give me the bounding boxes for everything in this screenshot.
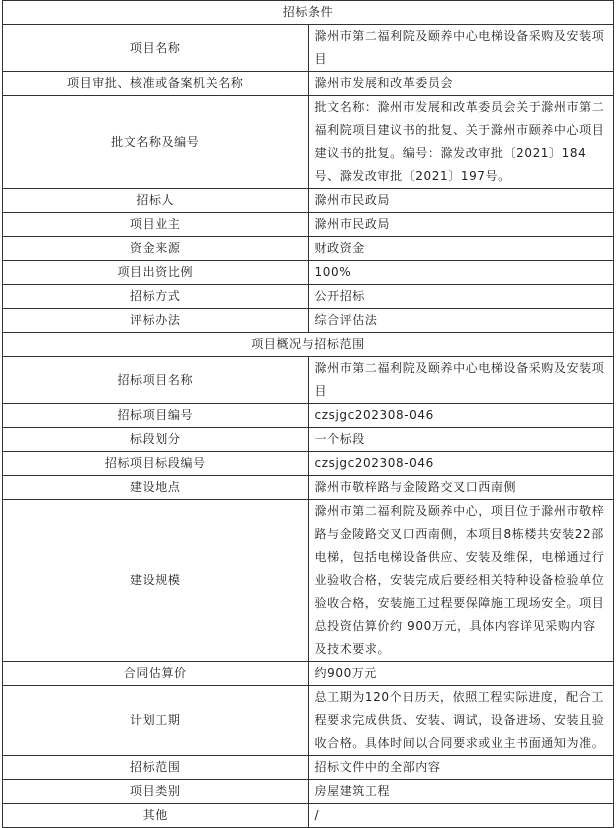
table-row [3,261,614,285]
table-row [3,237,614,261]
table-row [3,756,614,780]
table-row [3,476,614,500]
row-label: 标段划分 [3,428,309,452]
row-label: 项目出资比例 [3,261,309,285]
table-row [3,404,614,428]
row-label: 项目业主 [3,213,309,237]
row-label: 招标项目名称 [3,357,309,404]
row-label: 项目类别 [3,780,309,804]
row-label: 其他 [3,804,309,828]
table-row [3,686,614,756]
table-row [3,780,614,804]
row-value: 滁州市民政局 [308,213,614,237]
row-value: czsjgc202308-046 [308,404,614,428]
row-label: 合同估算价 [3,662,309,686]
table-row [3,500,614,662]
row-value: 滁州市发展和改革委员会 [308,72,614,96]
row-value: 总工期为120个日历天，依照工程实际进度，配合工程要求完成供货、安装、调试，设备进场、安装且验收合格。具体时间以合同要求或业主书面通知为准。 [308,686,614,756]
row-value: 滁州市第二福利院及颐养中心，项目位于滁州市敬梓路与金陵路交叉口西南侧，本项目8栋楼共安装22部电梯，包括电梯设备供应、安装及维保，电梯通过行业验收合格，安装完成后要经相关特种设备检验单位验收合格，安装施工过程要保障施工现场安全。项目总投资估算价约 900万元，具体内容详见采购内容及技术要求。 [308,500,614,662]
row-value: 财政资金 [308,237,614,261]
row-value: 房屋建筑工程 [308,780,614,804]
section-header-row [3,1,614,25]
row-value: 一个标段 [308,428,614,452]
table-row [3,72,614,96]
section-title: 招标条件 [3,1,614,25]
row-value: 滁州市第二福利院及颐养中心电梯设备采购及安装项目 [308,357,614,404]
row-label: 评标办法 [3,309,309,333]
row-label: 招标人 [3,189,309,213]
row-value: 批文名称：滁州市发展和改革委员会关于滁州市第二福利院项目建议书的批复、关于滁州市颐养中心项目建议书的批复。编号：滁发改审批〔2021〕184号、滁发改审批〔2021〕197号。 [308,96,614,189]
section-title: 项目概况与招标范围 [3,333,614,357]
row-label: 建设地点 [3,476,309,500]
table-row [3,285,614,309]
row-label: 资金来源 [3,237,309,261]
row-value: 公开招标 [308,285,614,309]
row-value: 100% [308,261,614,285]
row-label: 招标项目标段编号 [3,452,309,476]
row-value: 综合评估法 [308,309,614,333]
table-row [3,25,614,72]
table-row [3,452,614,476]
row-value: 约900万元 [308,662,614,686]
row-label: 项目名称 [3,25,309,72]
row-label: 招标范围 [3,756,309,780]
row-value: 滁州市民政局 [308,189,614,213]
table-row [3,213,614,237]
row-label: 计划工期 [3,686,309,756]
table-row [3,804,614,828]
row-label: 批文名称及编号 [3,96,309,189]
row-value: 滁州市敬梓路与金陵路交叉口西南侧 [308,476,614,500]
row-label: 项目审批、核准或备案机关名称 [3,72,309,96]
table-row [3,189,614,213]
tender-info-table [2,0,614,828]
row-value: / [308,804,614,828]
section-header-row [3,333,614,357]
row-label: 招标方式 [3,285,309,309]
table-row [3,662,614,686]
row-value: 滁州市第二福利院及颐养中心电梯设备采购及安装项目 [308,25,614,72]
row-label: 建设规模 [3,500,309,662]
table-row [3,357,614,404]
table-row [3,428,614,452]
row-value: 招标文件中的全部内容 [308,756,614,780]
table-row [3,96,614,189]
row-label: 招标项目编号 [3,404,309,428]
row-value: czsjgc202308-046 [308,452,614,476]
table-row [3,309,614,333]
